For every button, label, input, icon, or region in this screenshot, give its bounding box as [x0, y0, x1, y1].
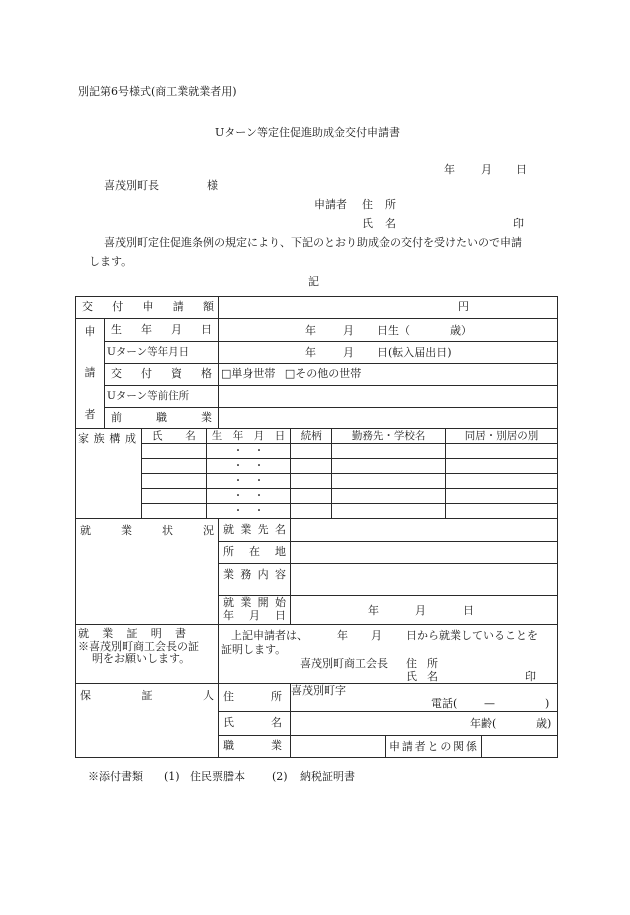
employment-label: 就 業 状 況	[80, 524, 214, 537]
certificate-label: 就 業 証 明 書	[78, 627, 186, 640]
guarantor-relation-label: 申 請 者 と の 関 係	[389, 740, 477, 753]
family-label: 家 族 構 成	[78, 432, 136, 445]
eligibility-options	[219, 364, 558, 386]
attachment-1-number: (1)	[164, 770, 180, 783]
guarantor-job-label: 職 業	[223, 739, 282, 753]
family-table-cell	[142, 429, 558, 519]
family-cell-birth[interactable]: ・ ・	[206, 489, 290, 504]
family-cell-name[interactable]	[142, 444, 206, 459]
duties-value[interactable]	[291, 564, 558, 596]
family-table	[142, 429, 557, 518]
uturn-month-unit: 月	[343, 346, 354, 359]
start-date-label-cell	[219, 596, 291, 625]
prev-job-label: 前 職 業	[111, 410, 212, 424]
guarantor-phone-close: )	[545, 697, 550, 710]
location-label: 所 在 地	[223, 545, 286, 559]
applicant-birth-row	[76, 319, 558, 342]
family-cell-relation[interactable]	[291, 504, 332, 519]
guarantor-name-label: 氏 名	[223, 716, 282, 730]
certificate-seal: 印	[525, 670, 536, 683]
family-cell-birth[interactable]: ・ ・	[206, 459, 290, 474]
family-col-name: 氏 名	[142, 429, 206, 444]
attachment-2-number: (2)	[272, 770, 288, 783]
uturn-date-label: Uターン等年月日	[105, 342, 219, 364]
certificate-note-2: 明をお願いします。	[92, 652, 191, 666]
family-col-relation: 続柄	[291, 429, 332, 444]
attachment-1: 住民票謄本	[190, 770, 245, 783]
start-date-label-2: 年 月 日	[223, 609, 286, 622]
duties-label-cell	[219, 564, 291, 596]
certificate-name-label: 氏 名	[406, 670, 438, 683]
certificate-text-2: 証明します。	[221, 643, 287, 656]
family-cell-cohabitation[interactable]	[445, 444, 557, 459]
family-cell-workplace[interactable]	[332, 504, 446, 519]
birth-month-unit: 月	[343, 324, 354, 337]
family-data-row-1	[142, 444, 557, 459]
prev-job-label-cell	[105, 408, 219, 429]
start-date-value[interactable]	[291, 596, 558, 625]
birth-year-unit: 年	[305, 324, 316, 337]
birth-label: 生 年 月 日	[111, 322, 212, 336]
certificate-text-1c: 月	[371, 629, 382, 642]
family-cell-cohabitation[interactable]	[445, 489, 557, 504]
applicant-header-label: 申請者	[314, 198, 347, 211]
grant-amount-row	[76, 297, 558, 319]
eligibility-row	[76, 364, 558, 386]
guarantor-name-label-cell	[219, 712, 291, 736]
start-day-unit: 日	[463, 604, 474, 617]
date-day: 日	[516, 163, 527, 176]
family-cell-workplace[interactable]	[332, 459, 446, 474]
family-cell-cohabitation[interactable]	[445, 459, 557, 474]
name-char-1: 氏	[362, 217, 373, 230]
eligibility-option-single[interactable]: □単身世帯	[221, 367, 276, 381]
employer-label: 就 業 先 名	[223, 522, 286, 536]
eligibility-option-other[interactable]: □その他の世帯	[284, 367, 362, 381]
employer-row	[76, 519, 558, 542]
birth-label-cell	[105, 319, 219, 342]
attachments-label: ※添付書類	[88, 770, 143, 783]
birth-value[interactable]	[219, 319, 558, 342]
guarantor-name-value[interactable]	[291, 712, 558, 736]
family-cell-relation[interactable]	[291, 474, 332, 489]
grant-amount-unit: 円	[458, 300, 469, 314]
uturn-year-unit: 年	[305, 346, 316, 359]
name-char-2: 名	[385, 217, 396, 230]
family-cell-relation[interactable]	[291, 444, 332, 459]
eligibility-label-cell	[105, 364, 219, 386]
family-cell-birth[interactable]: ・ ・	[206, 474, 290, 489]
family-cell-workplace[interactable]	[332, 474, 446, 489]
start-year-unit: 年	[368, 604, 379, 617]
family-cell-cohabitation[interactable]	[445, 474, 557, 489]
certificate-body-cell	[219, 625, 558, 684]
address-char-2: 所	[385, 198, 396, 211]
certificate-row	[76, 625, 558, 684]
guarantor-address-prefix: 喜茂別町字	[291, 684, 346, 697]
guarantor-relation-divider	[481, 736, 482, 757]
certificate-org: 喜茂別町商工会長	[300, 657, 388, 670]
family-cell-workplace[interactable]	[332, 489, 446, 504]
family-data-row-4	[142, 489, 557, 504]
uturn-date-row	[76, 342, 558, 364]
form-id: 別記第6号様式(商工業就業者用)	[78, 85, 237, 98]
family-label-cell	[76, 429, 142, 519]
family-col-cohabitation: 同居・別居の別	[445, 429, 557, 444]
family-data-row-2	[142, 459, 557, 474]
guarantor-age-label: 年齢(	[470, 717, 497, 730]
guarantor-address-row	[76, 684, 558, 712]
attachment-2: 納税証明書	[300, 770, 355, 783]
family-col-birth: 生 年 月 日	[206, 429, 290, 444]
eligibility-label: 交 付 資 格	[111, 367, 212, 381]
guarantor-job-divider	[385, 736, 386, 757]
addressee-name: 喜茂別町長	[104, 179, 159, 192]
applicant-header-seal: 印	[513, 217, 524, 230]
family-cell-workplace[interactable]	[332, 444, 446, 459]
certificate-text-1a: 上記申請者は、	[231, 629, 308, 642]
family-cell-relation[interactable]	[291, 459, 332, 474]
start-date-label-1: 就 業 開 始	[223, 596, 286, 610]
date-month: 月	[481, 163, 492, 176]
guarantor-label: 保 証 人	[80, 689, 214, 702]
body-text-line-1: 喜茂別町定住促進条例の規定により、下記のとおり助成金の交付を受けたいので申請	[104, 236, 522, 249]
family-data-row-5	[142, 504, 557, 519]
applicant-group-label: 申 請 者	[84, 324, 96, 421]
family-cell-birth[interactable]: ・ ・	[206, 504, 290, 519]
page-title: Uターン等定住促進助成金交付申請書	[215, 126, 401, 139]
birth-day-suffix: 日生（	[377, 324, 410, 337]
family-cell-birth[interactable]: ・ ・	[206, 444, 290, 459]
prev-address-row	[76, 386, 558, 408]
family-cell-name[interactable]	[142, 474, 206, 489]
applicant-header-name	[362, 218, 396, 229]
family-header-row	[142, 429, 557, 444]
uturn-day-suffix: 日(転入届出日)	[377, 346, 452, 359]
guarantor-address-label: 住 所	[223, 690, 282, 704]
employment-label-cell	[76, 519, 219, 625]
family-cell-name[interactable]	[142, 459, 206, 474]
certificate-text-1d: 日から就業していることを	[406, 629, 538, 642]
certificate-note-1: ※喜茂別町商工会長の証	[78, 639, 199, 653]
application-form-table	[75, 296, 558, 758]
family-data-row-3	[142, 474, 557, 489]
family-cell-relation[interactable]	[291, 489, 332, 504]
prev-job-row	[76, 408, 558, 429]
employer-label-cell	[219, 519, 291, 542]
employer-value[interactable]	[291, 519, 558, 542]
birth-age: 歳）	[450, 324, 472, 337]
grant-amount-label: 交 付 申 請 額	[82, 300, 214, 314]
family-row	[76, 429, 558, 519]
guarantor-label-cell	[76, 684, 219, 758]
guarantor-job-label-cell	[219, 736, 291, 758]
guarantor-age-close: 歳)	[536, 717, 552, 730]
applicant-group-label-cell	[76, 319, 105, 429]
guarantor-phone-dash: —	[484, 697, 495, 710]
guarantor-job-value[interactable]	[291, 736, 558, 758]
date-year: 年	[444, 163, 455, 176]
location-value[interactable]	[291, 542, 558, 564]
certificate-text-1b: 年	[337, 629, 348, 642]
family-cell-name[interactable]	[142, 504, 206, 519]
guarantor-address-value[interactable]	[291, 684, 558, 712]
family-cell-cohabitation[interactable]	[445, 504, 557, 519]
address-char-1: 住	[362, 198, 373, 211]
prev-address-label: Uターン等前住所	[105, 386, 219, 408]
certificate-label-cell	[76, 625, 219, 684]
applicant-header-address	[362, 199, 396, 210]
guarantor-address-label-cell	[219, 684, 291, 712]
grant-amount-value[interactable]	[219, 297, 558, 319]
prev-address-value[interactable]	[219, 386, 558, 408]
location-label-cell	[219, 542, 291, 564]
certificate-address-label: 住 所	[406, 657, 438, 670]
ki-heading: 記	[308, 275, 319, 288]
prev-job-value[interactable]	[219, 408, 558, 429]
addressee-honorific: 様	[207, 179, 218, 192]
guarantor-phone-label: 電話(	[431, 697, 458, 710]
family-cell-name[interactable]	[142, 489, 206, 504]
family-col-workplace: 勤務先・学校名	[332, 429, 446, 444]
uturn-date-value[interactable]	[219, 342, 558, 364]
body-text-line-2: します。	[89, 255, 133, 268]
duties-label: 業 務 内 容	[223, 568, 286, 581]
grant-amount-label-cell	[76, 297, 219, 319]
start-month-unit: 月	[415, 604, 426, 617]
